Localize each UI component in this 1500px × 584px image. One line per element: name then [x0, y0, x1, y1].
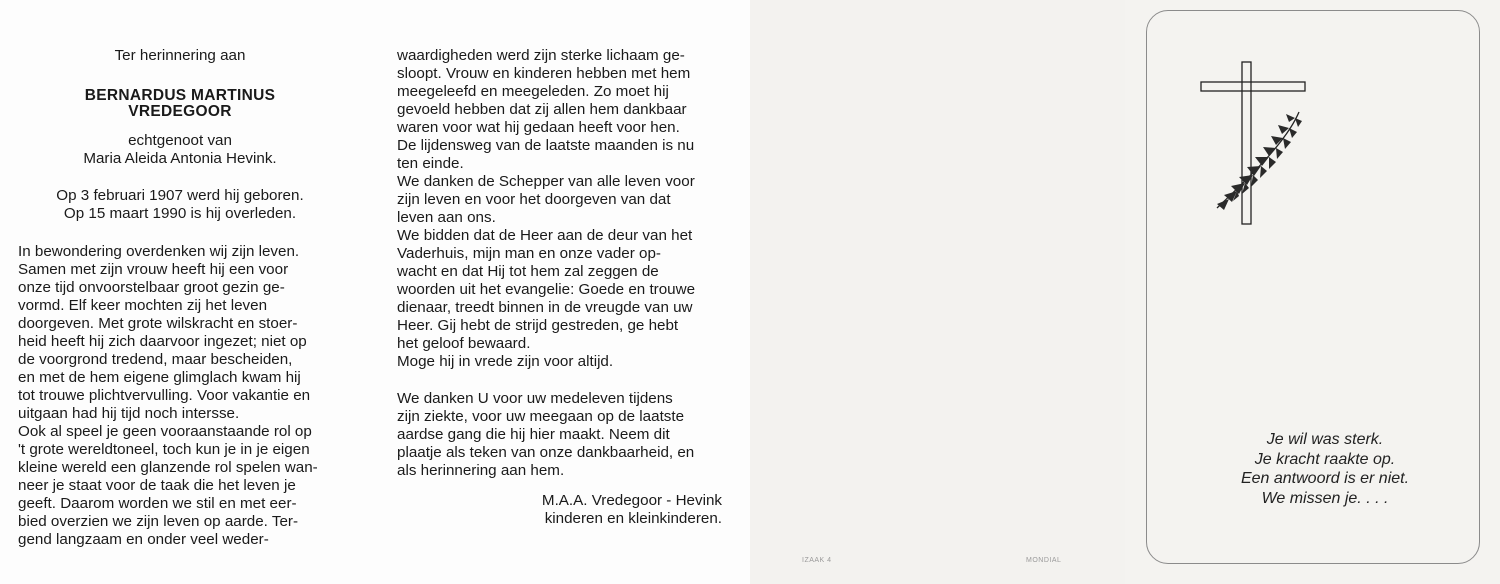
- biography-line: geeft. Daarom worden we stil en met eer-: [18, 495, 297, 512]
- poem-line: Je kracht raakte op.: [1254, 450, 1396, 468]
- text-line: leven aan ons.: [397, 209, 496, 226]
- text-line: ten einde.: [397, 155, 464, 172]
- text-line: het geloof bewaard.: [397, 335, 531, 352]
- text-line: sloopt. Vrouw en kinderen hebben met hem: [397, 65, 691, 82]
- text-line: gevoeld hebben dat zij allen hem dankbaar: [397, 101, 687, 118]
- spouse-label: echtgenoot van: [128, 132, 232, 149]
- text-line: aardse gang die hij hier maakt. Neem dit: [397, 426, 670, 443]
- biography-line: Ook al speel je geen vooraanstaande rol op: [18, 423, 312, 440]
- text-line: Moge hij in vrede zijn voor altijd.: [397, 353, 614, 370]
- text-line: plaatje als teken van onze dankbaarheid, en: [397, 444, 695, 461]
- deceased-name-line1: BERNARDUS MARTINUS: [84, 87, 276, 104]
- poem-line: We missen je. . . .: [1261, 489, 1389, 507]
- text-line: zijn ziekte, voor uw meegaan op de laatste: [397, 408, 685, 425]
- continued-text: [397, 47, 722, 371]
- back-cover: [750, 0, 1125, 584]
- poem-line: Je wil was sterk.: [1266, 431, 1384, 448]
- text-line: We danken de Schepper van alle leven voor: [397, 173, 695, 190]
- text-line: Vaderhuis, mijn man en onze vader op-: [397, 245, 661, 262]
- biography-line: onze tijd onvoorstelbaar groot gezin ge-: [18, 279, 285, 296]
- biography-text: [18, 243, 344, 549]
- text-line: woorden uit het evangelie: Goede en trouwe: [397, 281, 696, 298]
- printer-code: IZAAK 4: [802, 557, 832, 564]
- text-line: als herinnering aan hem.: [397, 462, 565, 479]
- biography-line: gend langzaam en onder veel weder-: [18, 531, 269, 548]
- text-line: dienaar, treedt binnen in de vreugde van uw: [397, 299, 693, 316]
- biography-line: In bewondering overdenken wij zijn leven.: [18, 243, 300, 260]
- text-line: wacht en dat Hij tot hem zal zeggen de: [397, 263, 659, 280]
- birth-date: Op 3 februari 1907 werd hij geboren.: [56, 187, 304, 204]
- biography-line: heid heeft hij zich daarvoor ingezet; niet op: [18, 333, 307, 350]
- poem-line: Een antwoord is er niet.: [1240, 470, 1410, 487]
- biography-line: tot trouwe plichtvervulling. Voor vakantie en: [18, 387, 311, 404]
- text-line: waardigheden werd zijn sterke lichaam ge-: [397, 47, 685, 64]
- memorial-poem: [1200, 430, 1450, 508]
- biography-line: Samen met zijn vrouw heeft hij een voor: [18, 261, 289, 278]
- text-line: waren voor wat hij gedaan heeft voor hen.: [397, 119, 680, 136]
- biography-line: de voorgrond tredend, maar bescheiden,: [18, 351, 293, 368]
- biography-line: 't grote wereldtoneel, toch kun je in je eigen: [18, 441, 310, 458]
- text-line: We bidden dat de Heer aan de deur van het: [397, 227, 693, 244]
- biography-line: en met de hem eigene glimglach kwam hij: [18, 369, 301, 386]
- printer-name: MONDIAL: [1026, 557, 1062, 564]
- biography-line: uitgaan had hij tijd noch intersse.: [18, 405, 240, 422]
- biography-line: doorgeven. Met grote wilskracht en stoer-: [18, 315, 298, 332]
- text-line: meegeleefd en meegeleden. Zo moet hij: [397, 83, 669, 100]
- text-line: De lijdensweg van de laatste maanden is nu: [397, 137, 695, 154]
- text-line: We danken U voor uw medeleven tijdens: [397, 390, 673, 407]
- signature-family: M.A.A. Vredegoor - Hevink: [541, 492, 722, 509]
- biography-line: vormd. Elf keer mochten zij het leven: [18, 297, 268, 314]
- death-date: Op 15 maart 1990 is hij overleden.: [63, 205, 297, 222]
- intro-line: Ter herinnering aan: [114, 47, 246, 64]
- text-line: Heer. Gij hebt de strijd gestreden, ge hebt: [397, 317, 679, 334]
- biography-line: kleine wereld een glanzende rol spelen wan-: [18, 459, 318, 476]
- biography-line: bied overzien we zijn leven op aarde. Ter-: [18, 513, 299, 530]
- text-line: zijn leven en voor het doorgeven van dat: [397, 191, 671, 208]
- cross-with-palm-branch-icon: [1195, 60, 1315, 230]
- signature-children: kinderen en kleinkinderen.: [544, 510, 722, 527]
- spouse-name: Maria Aleida Antonia Hevink.: [83, 150, 277, 167]
- deceased-name-line2: VREDEGOOR: [128, 103, 232, 120]
- thanks-text: [397, 390, 722, 480]
- biography-line: neer je staat voor de taak die het leven je: [18, 477, 296, 494]
